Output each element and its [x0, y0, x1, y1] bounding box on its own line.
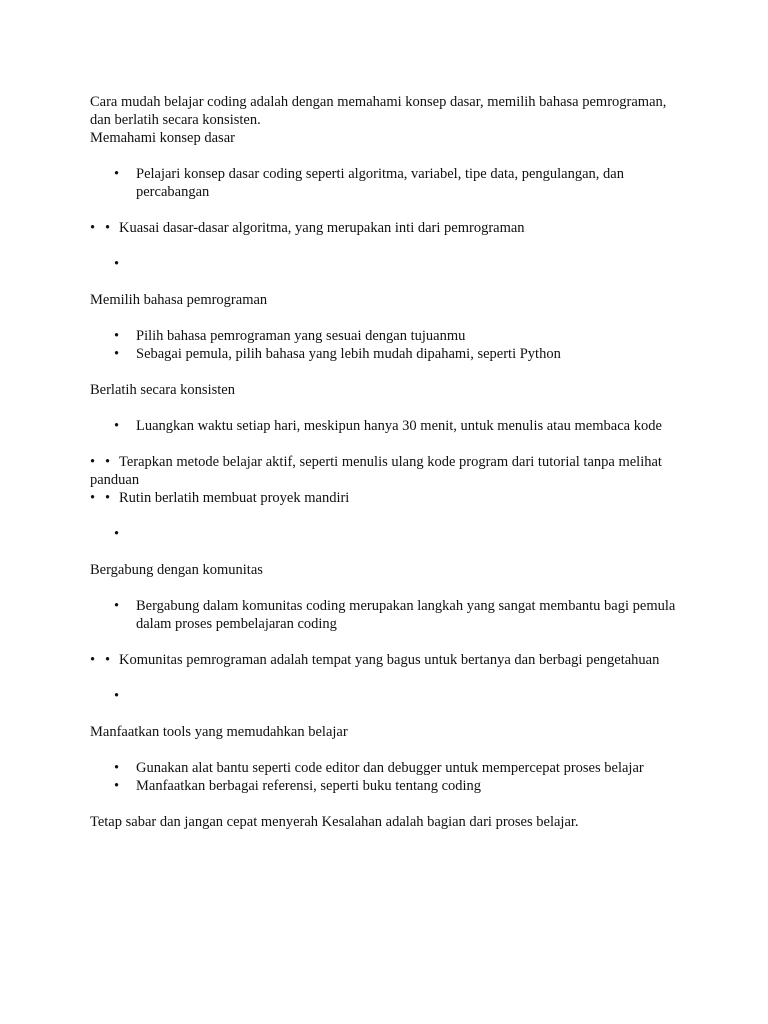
- bullet-icon: •: [114, 256, 120, 272]
- list-item: • Gunakan alat bantu seperti code editor dan debugger untuk mempercepat proses belajar: [114, 760, 644, 776]
- section-heading-berlatih: Berlatih secara konsisten: [90, 382, 235, 398]
- list-item: • Manfaatkan berbagai referensi, seperti buku tentang coding: [114, 778, 482, 794]
- intro-paragraph: Cara mudah belajar coding adalah dengan memahami konsep dasar, memilih bahasa pemrograman, dan berlatih secara konsisten.: [90, 94, 667, 128]
- double-bullet-line: • • Komunitas pemrograman adalah tempat yang bagus untuk bertanya dan berbagi pengetahuan: [90, 652, 660, 668]
- closing-paragraph: Tetap sabar dan jangan cepat menyerah Kesalahan adalah bagian dari proses belajar.: [90, 814, 579, 830]
- section-heading-konsep: Memahami konsep dasar: [90, 130, 235, 146]
- list-item: • Luangkan waktu setiap hari, meskipun hanya 30 menit, untuk menulis atau membaca kode: [114, 418, 662, 434]
- bullet-icon: •: [114, 166, 120, 182]
- bullet-icon: •: [105, 490, 111, 506]
- empty-list-item: [90, 255, 680, 273]
- document-body: [90, 93, 680, 831]
- double-bullet-line: • • Terapkan metode belajar aktif, seperti menulis ulang kode program dari tutorial tanpa melihat panduan: [90, 454, 662, 488]
- section-heading-tools: Manfaatkan tools yang memudahkan belajar: [90, 724, 348, 740]
- empty-list-item: [90, 687, 680, 705]
- bullet-icon: •: [90, 454, 96, 470]
- double-bullet-line: • • Rutin berlatih membuat proyek mandiri: [90, 490, 350, 506]
- section-heading-komunitas: Bergabung dengan komunitas: [90, 562, 263, 578]
- list-item: • Bergabung dalam komunitas coding merupakan langkah yang sangat membantu bagi pemula dalam proses pembelajaran coding: [114, 598, 676, 632]
- bullet-icon: •: [114, 346, 120, 362]
- list-item: • Pilih bahasa pemrograman yang sesuai dengan tujuanmu: [114, 328, 466, 344]
- list-item: • Pelajari konsep dasar coding seperti algoritma, variabel, tipe data, pengulangan, dan percabangan: [114, 166, 624, 200]
- list-item: • Sebagai pemula, pilih bahasa yang lebih mudah dipahami, seperti Python: [114, 346, 561, 362]
- bullet-icon: •: [114, 418, 120, 434]
- bullet-icon: •: [105, 220, 111, 236]
- bullet-icon: •: [114, 328, 120, 344]
- bullet-icon: •: [90, 490, 96, 506]
- bullet-icon: •: [105, 454, 111, 470]
- bullet-icon: •: [114, 760, 120, 776]
- bullet-icon: •: [114, 778, 120, 794]
- double-bullet-line: • • Kuasai dasar-dasar algoritma, yang merupakan inti dari pemrograman: [90, 220, 525, 236]
- bullet-icon: •: [114, 598, 120, 614]
- bullet-icon: •: [105, 652, 111, 668]
- bullet-icon: •: [114, 526, 120, 542]
- empty-list-item: [90, 525, 680, 543]
- bullet-icon: •: [90, 220, 96, 236]
- bullet-icon: •: [90, 652, 96, 668]
- bullet-icon: •: [114, 688, 120, 704]
- section-heading-bahasa: Memilih bahasa pemrograman: [90, 292, 268, 308]
